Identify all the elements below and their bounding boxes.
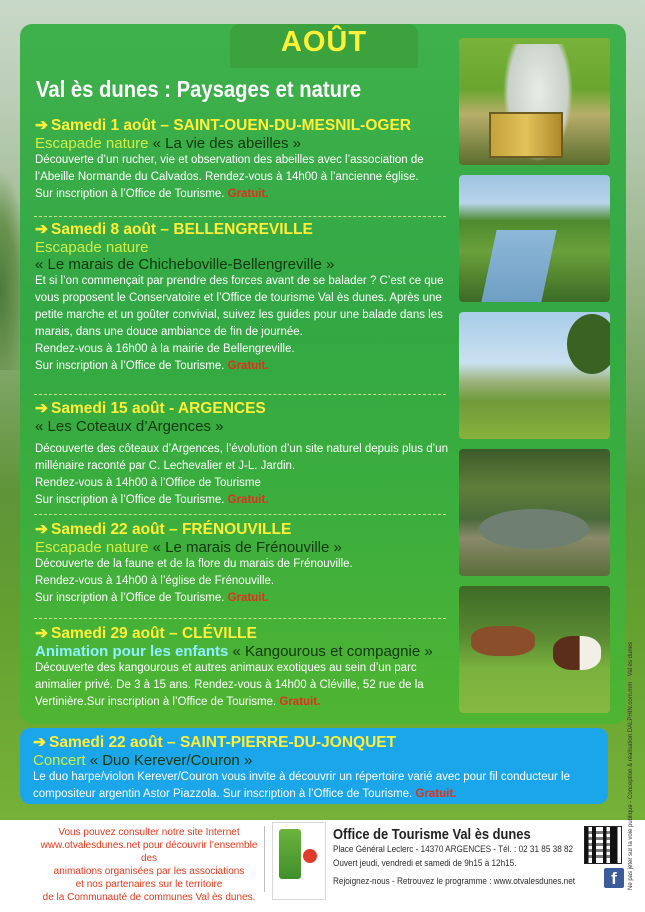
divider (34, 216, 446, 217)
river-water (481, 230, 556, 302)
footer-line: Vous pouvez consulter notre site Internet (58, 827, 240, 838)
concert-date-text: Samedi 22 août – SAINT-PIERRE-DU-JONQUET (49, 734, 397, 751)
event-date-text: Samedi 29 août – CLÉVILLE (51, 625, 257, 642)
divider (34, 394, 446, 395)
goat-shape (553, 636, 601, 670)
page-title: Val ès dunes : Paysages et nature (36, 76, 362, 102)
concert-name: « Duo Kerever/Couron » (85, 752, 253, 769)
event-date-text: Samedi 15 août - ARGENCES (51, 400, 266, 417)
inscription-text: Sur inscription à l’Office de Tourisme. (35, 188, 225, 200)
event-description: Découverte d’un rucher, vie et observation des abeilles avec l’association de l’Abeille Normande du Calvados. Rendez-vous à 14h00 à l’ancienne église. (35, 154, 424, 183)
inscription-text: Sur inscription à l’Office de Tourisme. (35, 494, 225, 506)
office-title: Office de Tourisme Val ès dunes (333, 826, 531, 843)
event-item (35, 520, 450, 607)
countryside-photo (459, 312, 610, 439)
month-heading: AOÛT (280, 26, 368, 58)
marsh-photo (459, 449, 610, 576)
event-date-place (35, 116, 450, 135)
arrow-right-icon: ➔ (33, 734, 46, 751)
arrow-right-icon: ➔ (35, 521, 48, 538)
inscription-text: Sur inscription à l’Office de Tourisme. (35, 592, 225, 604)
event-meeting: Rendez-vous à 16h00 à la mairie de Bellengreville. (35, 343, 295, 355)
beekeeper-photo (459, 38, 610, 165)
event-category: Escapade nature (35, 135, 149, 152)
event-category: Escapade nature (35, 239, 149, 256)
concert-category: Concert (33, 752, 86, 769)
concert-subtitle (33, 752, 597, 769)
office-contact (333, 826, 593, 889)
description-text: Découverte des kangourous et autres animaux exotiques au sein d’un parc animalier privé. De 3 à 15 ans. Rendez-vous à 14h00 à Cléville, 52 rue de la Vertinière.Sur inscription à l’Office de Tourisme. (35, 662, 424, 708)
goat-shape (471, 626, 535, 656)
event-description: Découverte des côteaux d’Argences, l’évolution d’un site naturel depuis plus d’un millénaire raconté par C. Lechevalier et J-L. Jardin. (35, 443, 448, 472)
event-inscription (35, 186, 450, 203)
divider (34, 618, 446, 619)
event-item (35, 624, 450, 711)
logo-flower-icon (303, 849, 317, 863)
arrow-right-icon: ➔ (35, 625, 48, 642)
qr-code-pattern (588, 830, 616, 858)
footer-line: et nos partenaires sur le territoire (75, 879, 223, 890)
footer-line: animations organisées par les associations (53, 866, 245, 877)
event-date-place (35, 624, 450, 643)
event-name: « Les Coteaux d’Argences » (35, 418, 224, 435)
event-meeting: Rendez-vous à 14h00 à l’église de Frénouville. (35, 575, 275, 587)
description-text: Le duo harpe/violon Kerever/Couron vous invite à découvrir un répertoire varié avec pour fil conducteur le compositeur argentin Astor Piazzola. Sur inscription à l’Office de Tourisme. (33, 771, 570, 800)
event-description: Découverte de la faune et de la flore du marais de Frénouville. (35, 558, 353, 570)
event-category: Escapade nature (35, 539, 149, 556)
event-meeting: Rendez-vous à 14h00 à l’Office de Tourisme (35, 477, 261, 489)
event-date-text: Samedi 22 août – FRÉNOUVILLE (51, 521, 292, 538)
concert-date-place (33, 733, 597, 752)
event-subtitle (35, 539, 450, 556)
river-photo (459, 175, 610, 302)
office-website[interactable]: Rejoignez-nous - Retrouvez le programme : www.otvalesdunes.net (333, 876, 576, 887)
event-description: Et si l’on commençait par prendre des forces avant de se balader ? C’est ce que vous proposent le Conservatoire et l’Office de tourisme Val ès dunes. Après une petite marche et un goûter convivial, suivez les guides pour une balade dans les marais, dans une douce ambiance de fin de journée. (35, 275, 444, 338)
concert-description (33, 769, 597, 803)
event-category-line (35, 239, 450, 256)
footer-link-line[interactable]: www.otvalesdunes.net pour découvrir l’ensemble des (40, 840, 258, 864)
free-label: Gratuit. (227, 188, 269, 200)
free-label: Gratuit. (227, 592, 269, 604)
val-es-dunes-logo (272, 822, 326, 900)
honeycomb-frame (489, 112, 563, 158)
inscription-text: Sur inscription à l’Office de Tourisme. (35, 360, 225, 372)
arrow-right-icon: ➔ (35, 400, 48, 417)
free-label: Gratuit. (227, 494, 269, 506)
event-date-place (35, 520, 450, 539)
event-subtitle (35, 135, 450, 152)
event-subtitle (35, 643, 450, 660)
side-credit-text: Ne pas jeter sur la voie publique - Conception & réalisation DALPHIN.com.mm · Val ès dunes (628, 641, 634, 890)
arrow-right-icon: ➔ (35, 221, 48, 238)
event-name: « Le marais de Chicheboville-Bellengreville » (35, 256, 335, 273)
event-inscription (35, 358, 450, 375)
event-inscription (35, 590, 450, 607)
event-date-text: Samedi 1 août – SAINT-OUEN-DU-MESNIL-OGER (51, 117, 411, 134)
pond-shape (479, 509, 589, 549)
event-date-place (35, 399, 450, 418)
event-subtitle (35, 418, 450, 435)
event-date-place (35, 220, 450, 239)
free-label: Gratuit. (415, 788, 457, 800)
arrow-right-icon: ➔ (35, 117, 48, 134)
office-address: Place Général Leclerc - 14370 ARGENCES - Tél. : 02 31 85 38 82 (333, 844, 574, 855)
event-item (35, 116, 450, 203)
divider (34, 514, 446, 515)
goats-photo (459, 586, 610, 713)
side-credit (628, 590, 642, 910)
event-name: « Le marais de Frénouville » (148, 539, 342, 556)
event-item (35, 399, 450, 509)
footer-line: de la Communauté de communes Val ès dunes. (42, 892, 256, 903)
event-date-text: Samedi 8 août – BELLENGREVILLE (51, 221, 313, 238)
event-description (35, 660, 450, 711)
event-name: « Kangourous et compagnie » (228, 643, 433, 660)
footer-divider (264, 826, 265, 892)
concert-event (33, 733, 597, 803)
footer-info (40, 826, 258, 904)
office-hours: Ouvert jeudi, vendredi et samedi de 9h15 à 12h15. (333, 858, 517, 869)
facebook-icon[interactable]: f (604, 868, 624, 888)
event-item (35, 220, 450, 375)
free-label: Gratuit. (279, 696, 321, 708)
tree-shape (567, 314, 610, 374)
event-name: « La vie des abeilles » (148, 135, 302, 152)
free-label: Gratuit. (227, 360, 269, 372)
event-inscription (35, 492, 450, 509)
event-category: Animation pour les enfants (35, 643, 229, 660)
event-subtitle (35, 256, 450, 273)
logo-mark (279, 829, 301, 879)
